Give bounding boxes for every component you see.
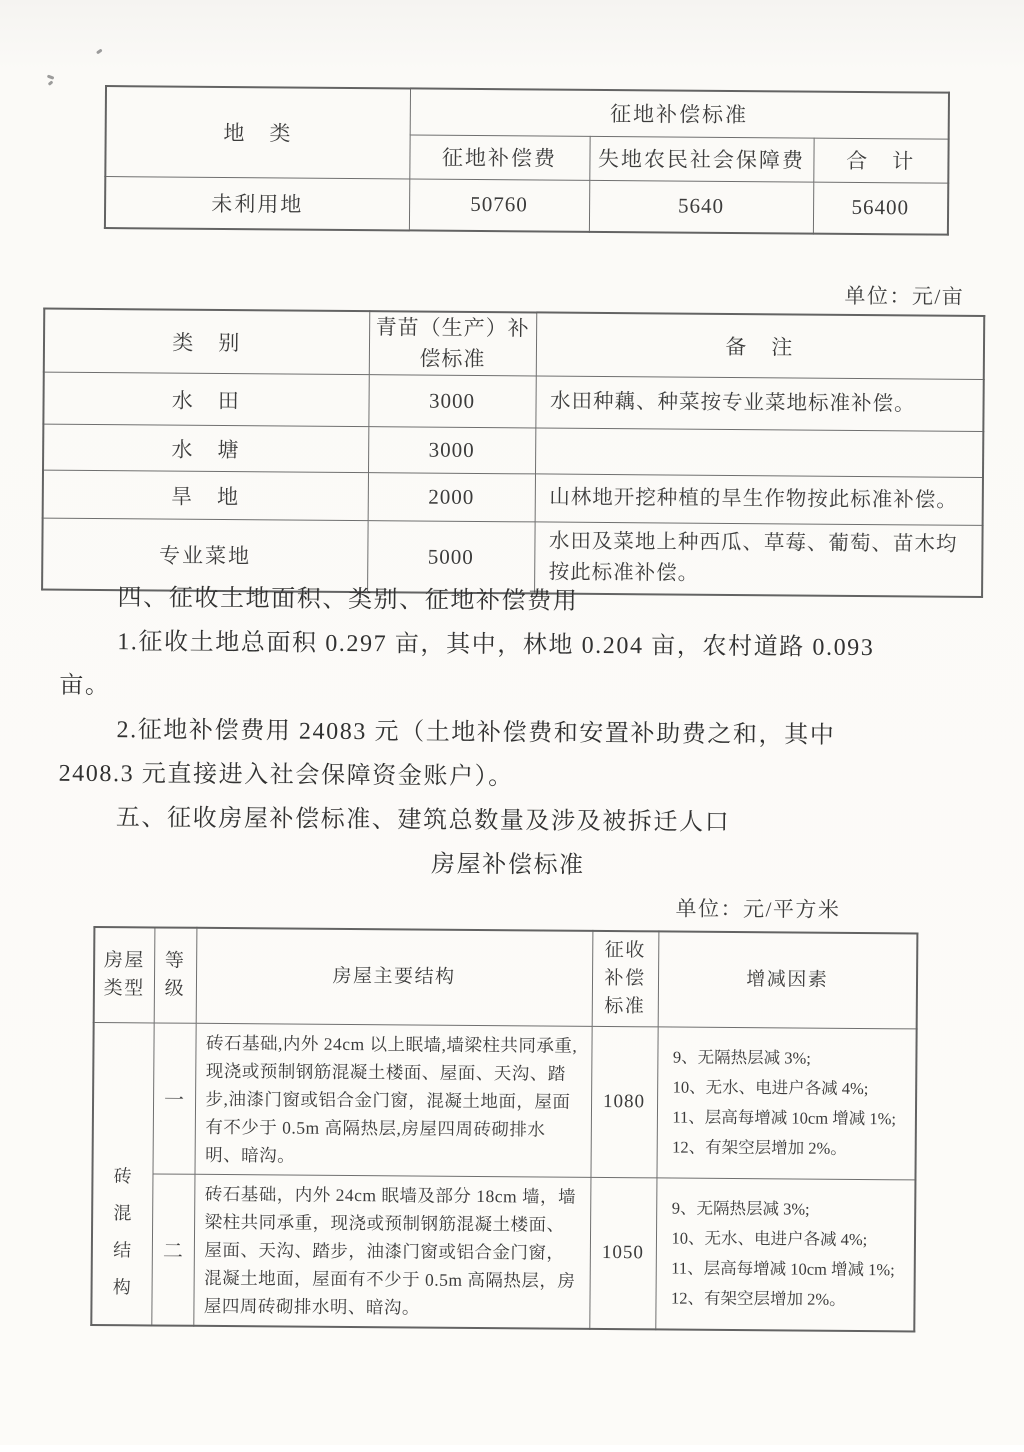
- section-heading-5: 五、征收房屋补偿标准、建筑总数量及涉及被拆迁人口: [115, 805, 731, 836]
- remark-header: 备 注: [536, 312, 984, 379]
- standard-cell: 3000: [368, 427, 535, 474]
- grade-header: 等 级: [154, 927, 197, 1022]
- body-text-block: [58, 576, 960, 891]
- structure-header: 房屋主要结构: [196, 928, 593, 1026]
- grade-cell: 一: [152, 1022, 195, 1173]
- house-type-header: 房屋 类型: [94, 927, 155, 1022]
- house-type-cell: 砖 混 结 构: [91, 1022, 153, 1325]
- unit-label-yuan-per-mu: 单位：元/亩: [844, 283, 965, 309]
- category-cell: 水 塘: [43, 424, 368, 473]
- table-row: [91, 1173, 915, 1331]
- land-type-header: 地 类: [105, 86, 410, 178]
- total-header: 合 计: [813, 138, 948, 183]
- remark-cell: 水田种藕、种菜按专业菜地标准补偿。: [535, 376, 983, 432]
- section-heading-4: 四、征收土地面积、类别、征地补偿费用: [117, 585, 579, 615]
- category-cell: 旱 地: [43, 470, 368, 521]
- structure-cell: 砖石基础,内外 24cm 以上眠墙,墙梁柱共同承重,现浇或预制钢筋混凝土楼面、屋面、天沟、踏步,油漆门窗或铝合金门窗，混凝土地面，屋面有不少于 0.5m 高隔热层,房屋四周砖砌排水明、暗沟。: [194, 1023, 591, 1177]
- social-security-cell: 5640: [589, 180, 813, 234]
- table-row: [43, 470, 983, 525]
- seedling-compensation-table: [41, 308, 985, 598]
- remark-cell: 水田及菜地上种西瓜、草莓、葡萄、苗木均按此标准补偿。: [534, 522, 983, 597]
- category-cell: 专业菜地: [42, 518, 368, 592]
- scan-speck: [48, 80, 54, 85]
- remark-cell: 山林地开挖种植的旱生作物按此标准补偿。: [535, 474, 983, 526]
- paragraph-compensation-fee: 2.征地补偿费用 24083 元（土地补偿费和安置补助费之和，其中 2408.3 元直接进入社会保障资金账户）。: [58, 717, 836, 791]
- standard-cell: 2000: [368, 473, 535, 522]
- house-compensation-subtitle: 房屋补偿标准: [431, 851, 585, 879]
- standard-cell: 3000: [368, 375, 535, 428]
- seedling-standard-header: 青苗（生产）补 偿标准: [369, 311, 536, 376]
- house-compensation-table: [90, 926, 918, 1332]
- factors-cell: 9、无隔热层减 3%; 10、无水、电进户各减 4%; 11、层高每增减 10cm 增减 1%; 12、有架空层增加 2%。: [655, 1177, 915, 1331]
- total-cell: 56400: [813, 182, 948, 235]
- paragraph-land-area: 1.征收土地总面积 0.297 亩，其中，林地 0.204 亩，农村道路 0.093 亩。: [59, 629, 875, 700]
- land-fee-header: 征地补偿费: [409, 134, 589, 179]
- scan-speck: [96, 49, 103, 55]
- table-row: [92, 1022, 916, 1179]
- category-header: 类 别: [44, 309, 369, 375]
- standard-cell: 1050: [589, 1177, 656, 1329]
- table-row: [43, 372, 983, 431]
- table-row: [43, 424, 983, 477]
- grade-cell: 二: [151, 1173, 194, 1325]
- factors-header: 增减因素: [658, 931, 918, 1028]
- factors-cell: 9、无隔热层减 3%; 10、无水、电进户各减 4%; 11、层高每增减 10cm 增减 1%; 12、有架空层增加 2%。: [656, 1026, 916, 1179]
- compensation-standard-group-header: 征地补偿标准: [410, 88, 949, 138]
- standard-cell: 5000: [367, 521, 535, 594]
- land-type-cell: 未利用地: [105, 176, 409, 230]
- standard-header: 征收 补偿 标准: [592, 931, 659, 1027]
- land-fee-cell: 50760: [409, 178, 589, 231]
- standard-cell: 1080: [590, 1026, 657, 1178]
- scan-speck: [47, 74, 55, 79]
- category-cell: 水 田: [43, 372, 368, 427]
- social-security-header: 失地农民社会保障费: [589, 136, 813, 182]
- structure-cell: 砖石基础，内外 24cm 眠墙及部分 18cm 墙，墙梁柱共同承重，现浇或预制钢筋混凝土楼面、屋面、天沟、踏步，油漆门窗或铝合金门窗，混凝土地面，屋面有不少于 0.5m 高隔热层，房屋四周砖砌排水明、暗沟。: [193, 1174, 590, 1329]
- land-compensation-table: [104, 85, 950, 236]
- remark-cell: [535, 428, 983, 478]
- table-row: [105, 176, 948, 235]
- unit-label-yuan-per-sqm: 单位：元/平方米: [675, 896, 841, 922]
